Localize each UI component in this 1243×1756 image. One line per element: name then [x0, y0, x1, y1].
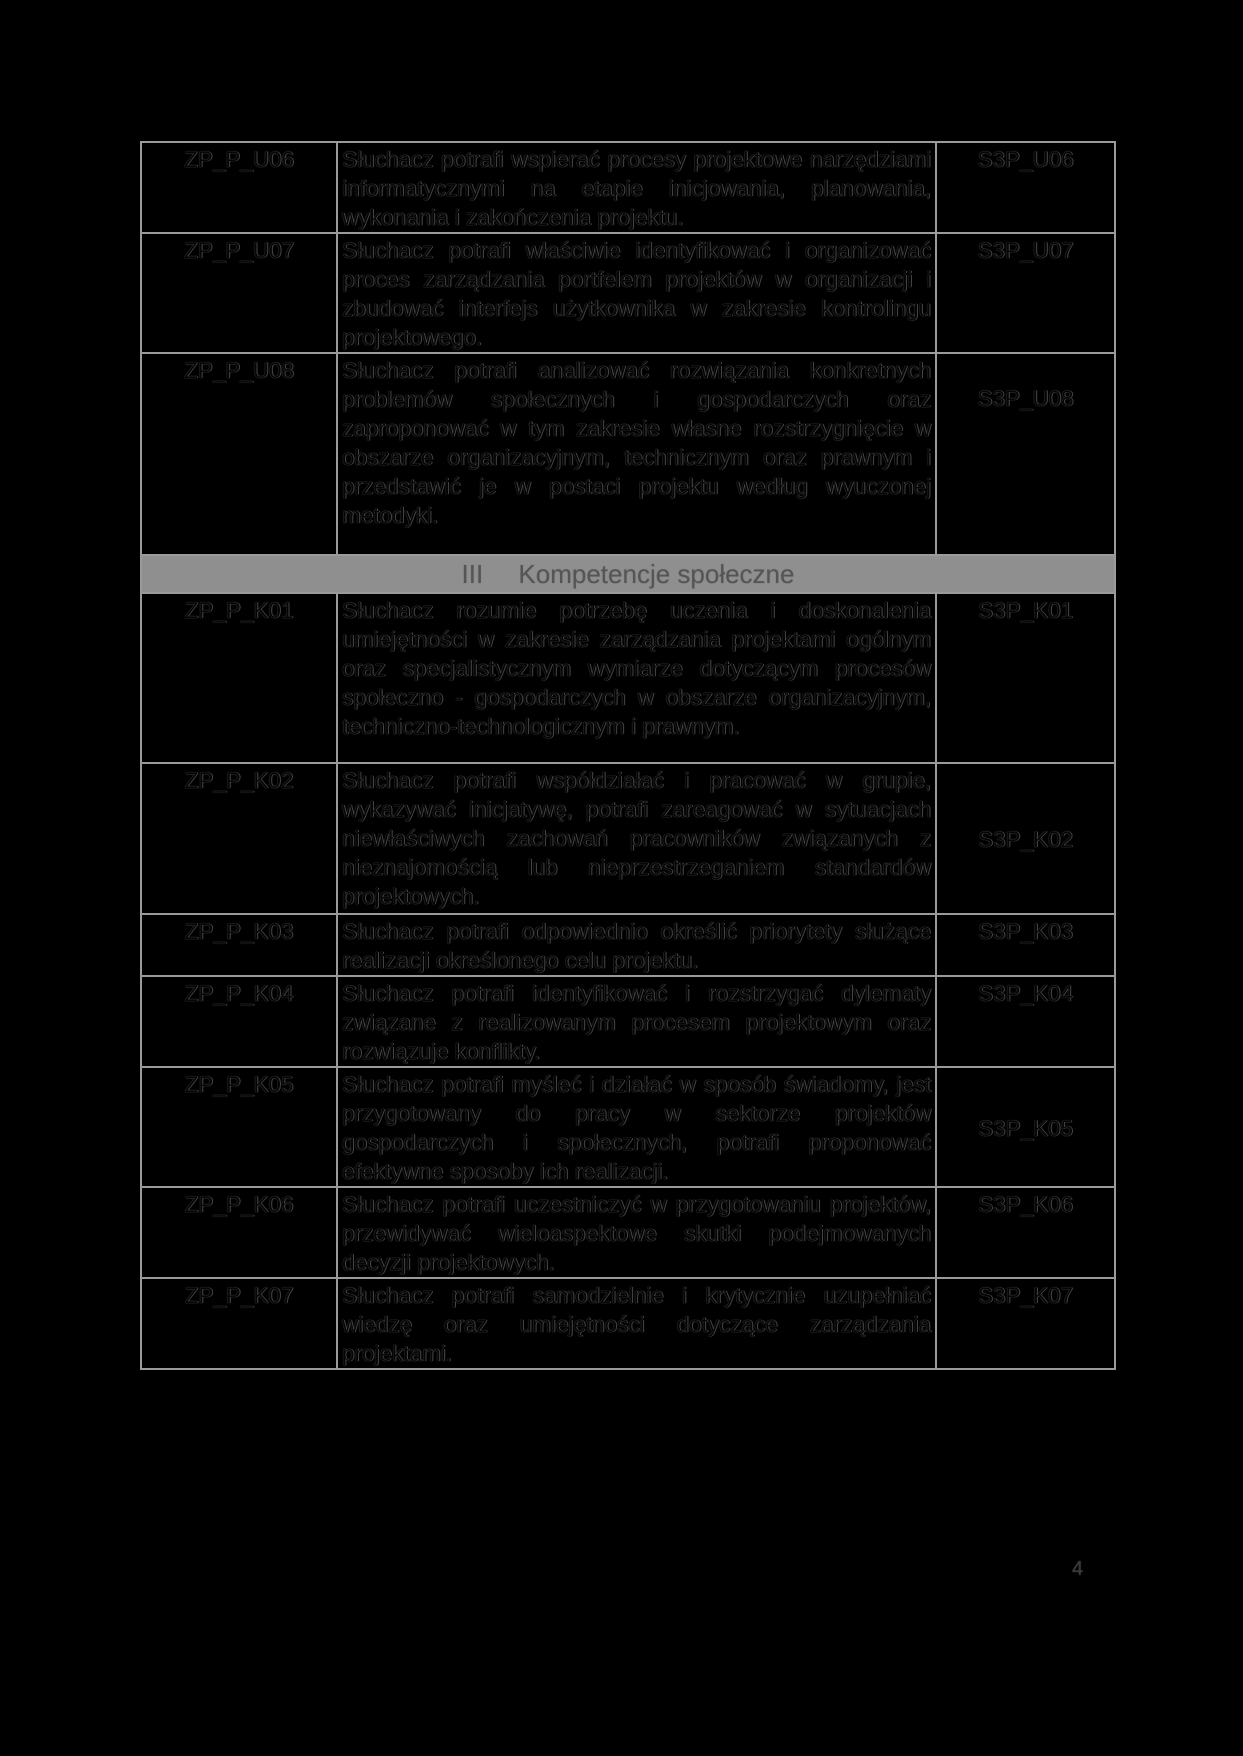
outcome-code: ZP_P_U08: [141, 353, 337, 555]
outcome-description: Słuchacz potrafi myśleć i działać w sposób świadomy, jest przygotowany do pracy w sektorze projektów gospodarczych i społecznych, potrafi proponować efektywne sposoby ich realizacji.: [337, 1067, 936, 1187]
outcome-reference: S3P_K06: [936, 1187, 1115, 1278]
outcome-description: Słuchacz potrafi analizować rozwiązania konkretnych problemów społecznych i gospodarczych oraz zaproponować w tym zakresie własne rozstrzygnięcie w obszarze organizacyjnym, technicznym oraz prawnym i przedstawić je w postaci projektu według wyuczonej metodyki.: [337, 353, 936, 555]
table-row: [141, 142, 1115, 233]
learning-outcomes-table: [140, 141, 1116, 1370]
outcome-code: ZP_P_U07: [141, 233, 337, 353]
table-row: [141, 976, 1115, 1067]
outcome-code: ZP_P_K06: [141, 1187, 337, 1278]
outcome-code: ZP_P_U06: [141, 142, 337, 233]
table-row: [141, 1278, 1115, 1369]
section-number: III: [461, 558, 484, 589]
outcome-reference: S3P_U06: [936, 142, 1115, 233]
outcome-code: ZP_P_K04: [141, 976, 337, 1067]
outcome-description: Słuchacz potrafi wspierać procesy projektowe narzędziami informatycznymi na etapie inicjowania, planowania, wykonania i zakończenia projektu.: [337, 142, 936, 233]
outcome-reference: S3P_K07: [936, 1278, 1115, 1369]
outcome-code: ZP_P_K01: [141, 593, 337, 763]
outcome-description: Słuchacz potrafi odpowiednio określić priorytety służące realizacji określonego celu projektu.: [337, 914, 936, 976]
outcome-code: ZP_P_K07: [141, 1278, 337, 1369]
outcome-code: ZP_P_K05: [141, 1067, 337, 1187]
outcome-description: Słuchacz potrafi właściwie identyfikować i organizować proces zarządzania portfelem projektów w organizacji i zbudować interfejs użytkownika w zakresie kontrolingu projektowego.: [337, 233, 936, 353]
outcome-code: ZP_P_K02: [141, 763, 337, 914]
outcome-description: Słuchacz potrafi identyfikować i rozstrzygać dylematy związane z realizowanym procesem projektowym oraz rozwiązuje konflikty.: [337, 976, 936, 1067]
outcome-reference: S3P_U07: [936, 233, 1115, 353]
outcome-code: ZP_P_K03: [141, 914, 337, 976]
outcome-description: Słuchacz rozumie potrzebę uczenia i doskonalenia umiejętności w zakresie zarządzania projektami ogólnym oraz specjalistycznym wymiarze dotyczącym procesów społeczno - gospodarczych w obszarze organizacyjnym, techniczno-technologicznym i prawnym.: [337, 593, 936, 763]
table-row: [141, 353, 1115, 555]
table-row: [141, 763, 1115, 914]
table-row: [141, 233, 1115, 353]
outcome-reference: S3P_K02: [936, 763, 1115, 914]
outcome-reference: S3P_U08: [936, 353, 1115, 555]
outcome-reference: S3P_K03: [936, 914, 1115, 976]
table-row: [141, 1187, 1115, 1278]
section-header-row: [141, 555, 1115, 593]
section-header: [141, 555, 1115, 593]
table-row: [141, 593, 1115, 763]
outcome-description: Słuchacz potrafi uczestniczyć w przygotowaniu projektów, przewidywać wieloaspektowe skutki podejmowanych decyzji projektowych.: [337, 1187, 936, 1278]
section-title: Kompetencje społeczne: [518, 558, 795, 589]
outcome-reference: S3P_K05: [936, 1067, 1115, 1187]
table-row: [141, 1067, 1115, 1187]
table-row: [141, 914, 1115, 976]
outcome-reference: S3P_K04: [936, 976, 1115, 1067]
outcome-description: Słuchacz potrafi samodzielnie i krytycznie uzupełniać wiedzę oraz umiejętności dotyczące zarządzania projektami.: [337, 1278, 936, 1369]
outcome-reference: S3P_K01: [936, 593, 1115, 763]
page-number: 4: [1072, 1558, 1084, 1580]
outcome-description: Słuchacz potrafi współdziałać i pracować w grupie, wykazywać inicjatywę, potrafi zareagować w sytuacjach niewłaściwych zachowań pracowników związanych z nieznajomością lub nieprzestrzeganiem standardów projektowych.: [337, 763, 936, 914]
